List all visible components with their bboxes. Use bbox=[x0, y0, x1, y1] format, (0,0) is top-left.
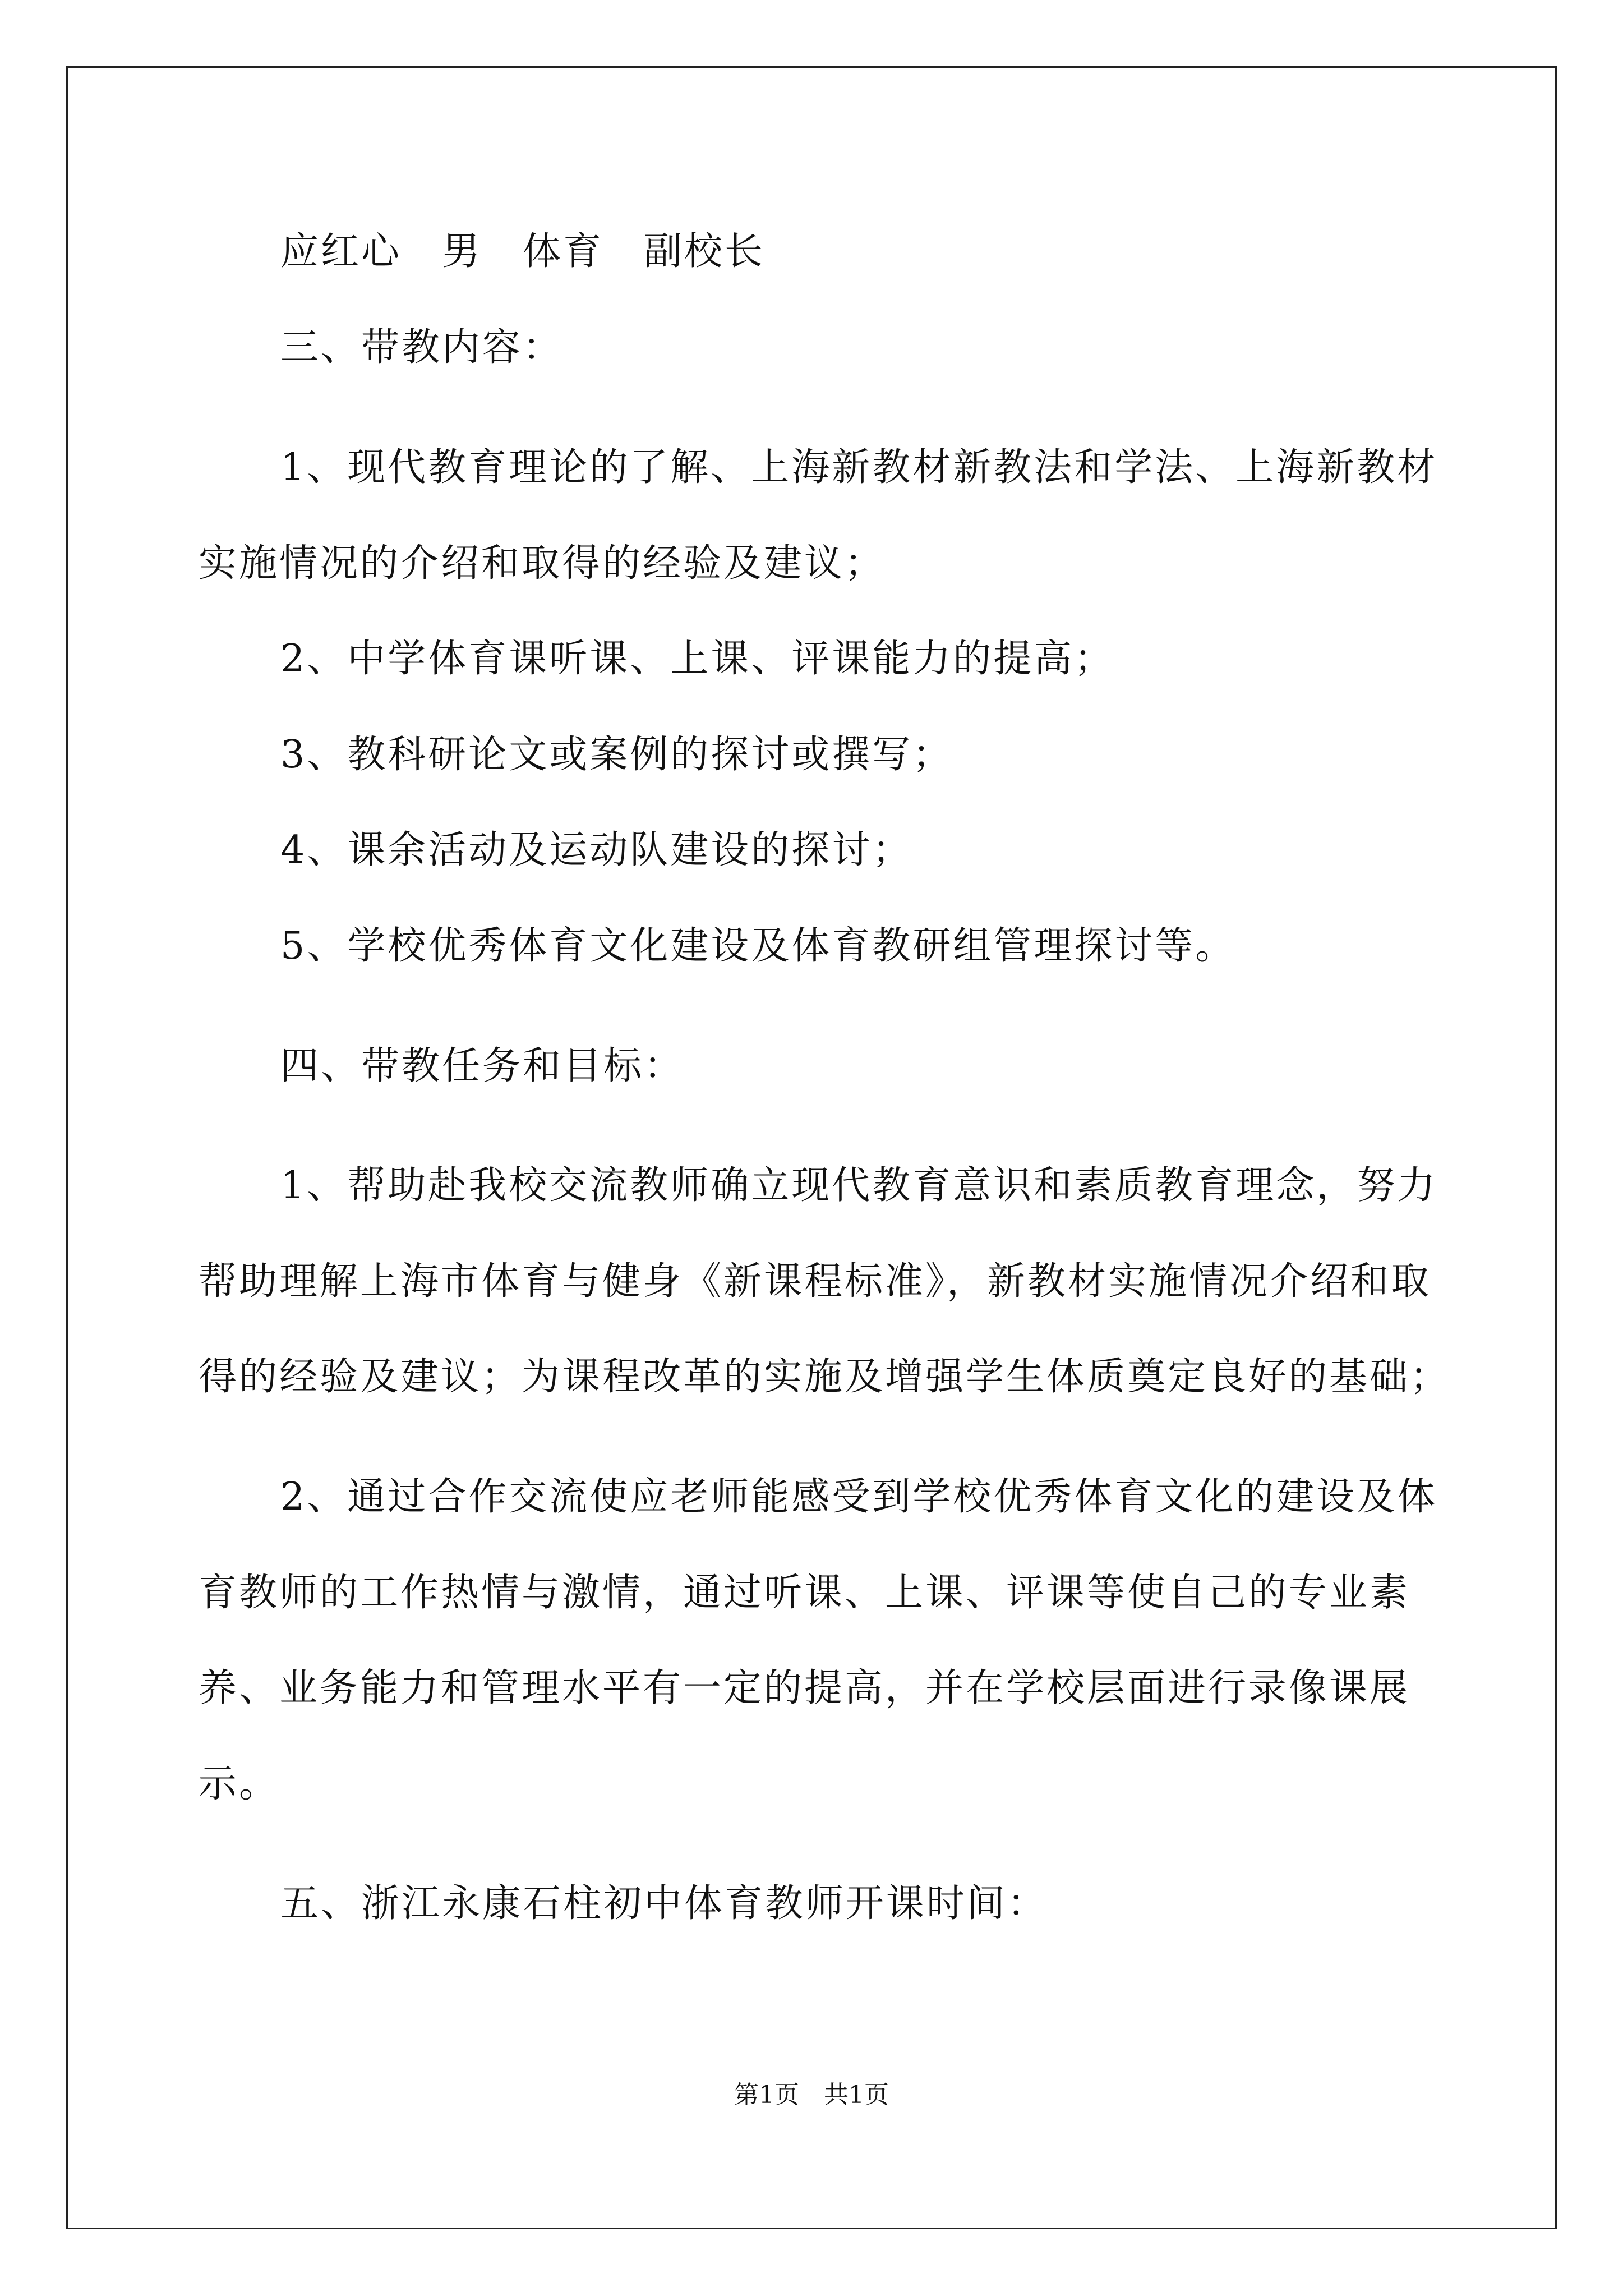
text-line-item1-a: 1、现代教育理论的了解、上海新教材新教法和学法、上海新教材 bbox=[280, 445, 1438, 490]
text-line-item1-b: 实施情况的介绍和取得的经验及建议； bbox=[199, 541, 886, 586]
text-line-goal2-d: 示。 bbox=[199, 1762, 280, 1806]
text-line-goal1-b: 帮助理解上海市体育与健身《新课程标准》，新教材实施情况介绍和取 bbox=[199, 1259, 1432, 1304]
text-line-item2: 2、中学体育课听课、上课、评课能力的提高； bbox=[280, 637, 1115, 681]
page-footer: 第1页 共1页 bbox=[734, 2081, 889, 2109]
section-heading-schedule: 五、浙江永康石柱初中体育教师开课时间： bbox=[280, 1881, 1048, 1926]
text-line-item3: 3、教科研论文或案例的探讨或撰写； bbox=[280, 733, 953, 777]
text-line-item5: 5、学校优秀体育文化建设及体育教研组管理探讨等。 bbox=[280, 924, 1236, 968]
section-heading-content: 三、带教内容： bbox=[280, 325, 564, 370]
text-line-goal2-b: 育教师的工作热情与激情，通过听课、上课、评课等使自己的专业素 bbox=[199, 1571, 1410, 1615]
section-heading-goals: 四、带教任务和目标： bbox=[280, 1044, 685, 1088]
text-line-goal2-c: 养、业务能力和管理水平有一定的提高，并在学校层面进行录像课展 bbox=[199, 1666, 1410, 1710]
text-line-goal2-a: 2、通过合作交流使应老师能感受到学校优秀体育文化的建设及体 bbox=[280, 1475, 1438, 1519]
text-line-goal1-c: 得的经验及建议；为课程改革的实施及增强学生体质奠定良好的基础； bbox=[199, 1355, 1451, 1399]
text-line-goal1-a: 1、帮助赴我校交流教师确立现代教育意识和素质教育理念，努力 bbox=[280, 1163, 1438, 1208]
text-line-staff: 应红心 男 体育 副校长 bbox=[280, 229, 766, 274]
text-line-item4: 4、课余活动及运动队建设的探讨； bbox=[280, 828, 913, 872]
